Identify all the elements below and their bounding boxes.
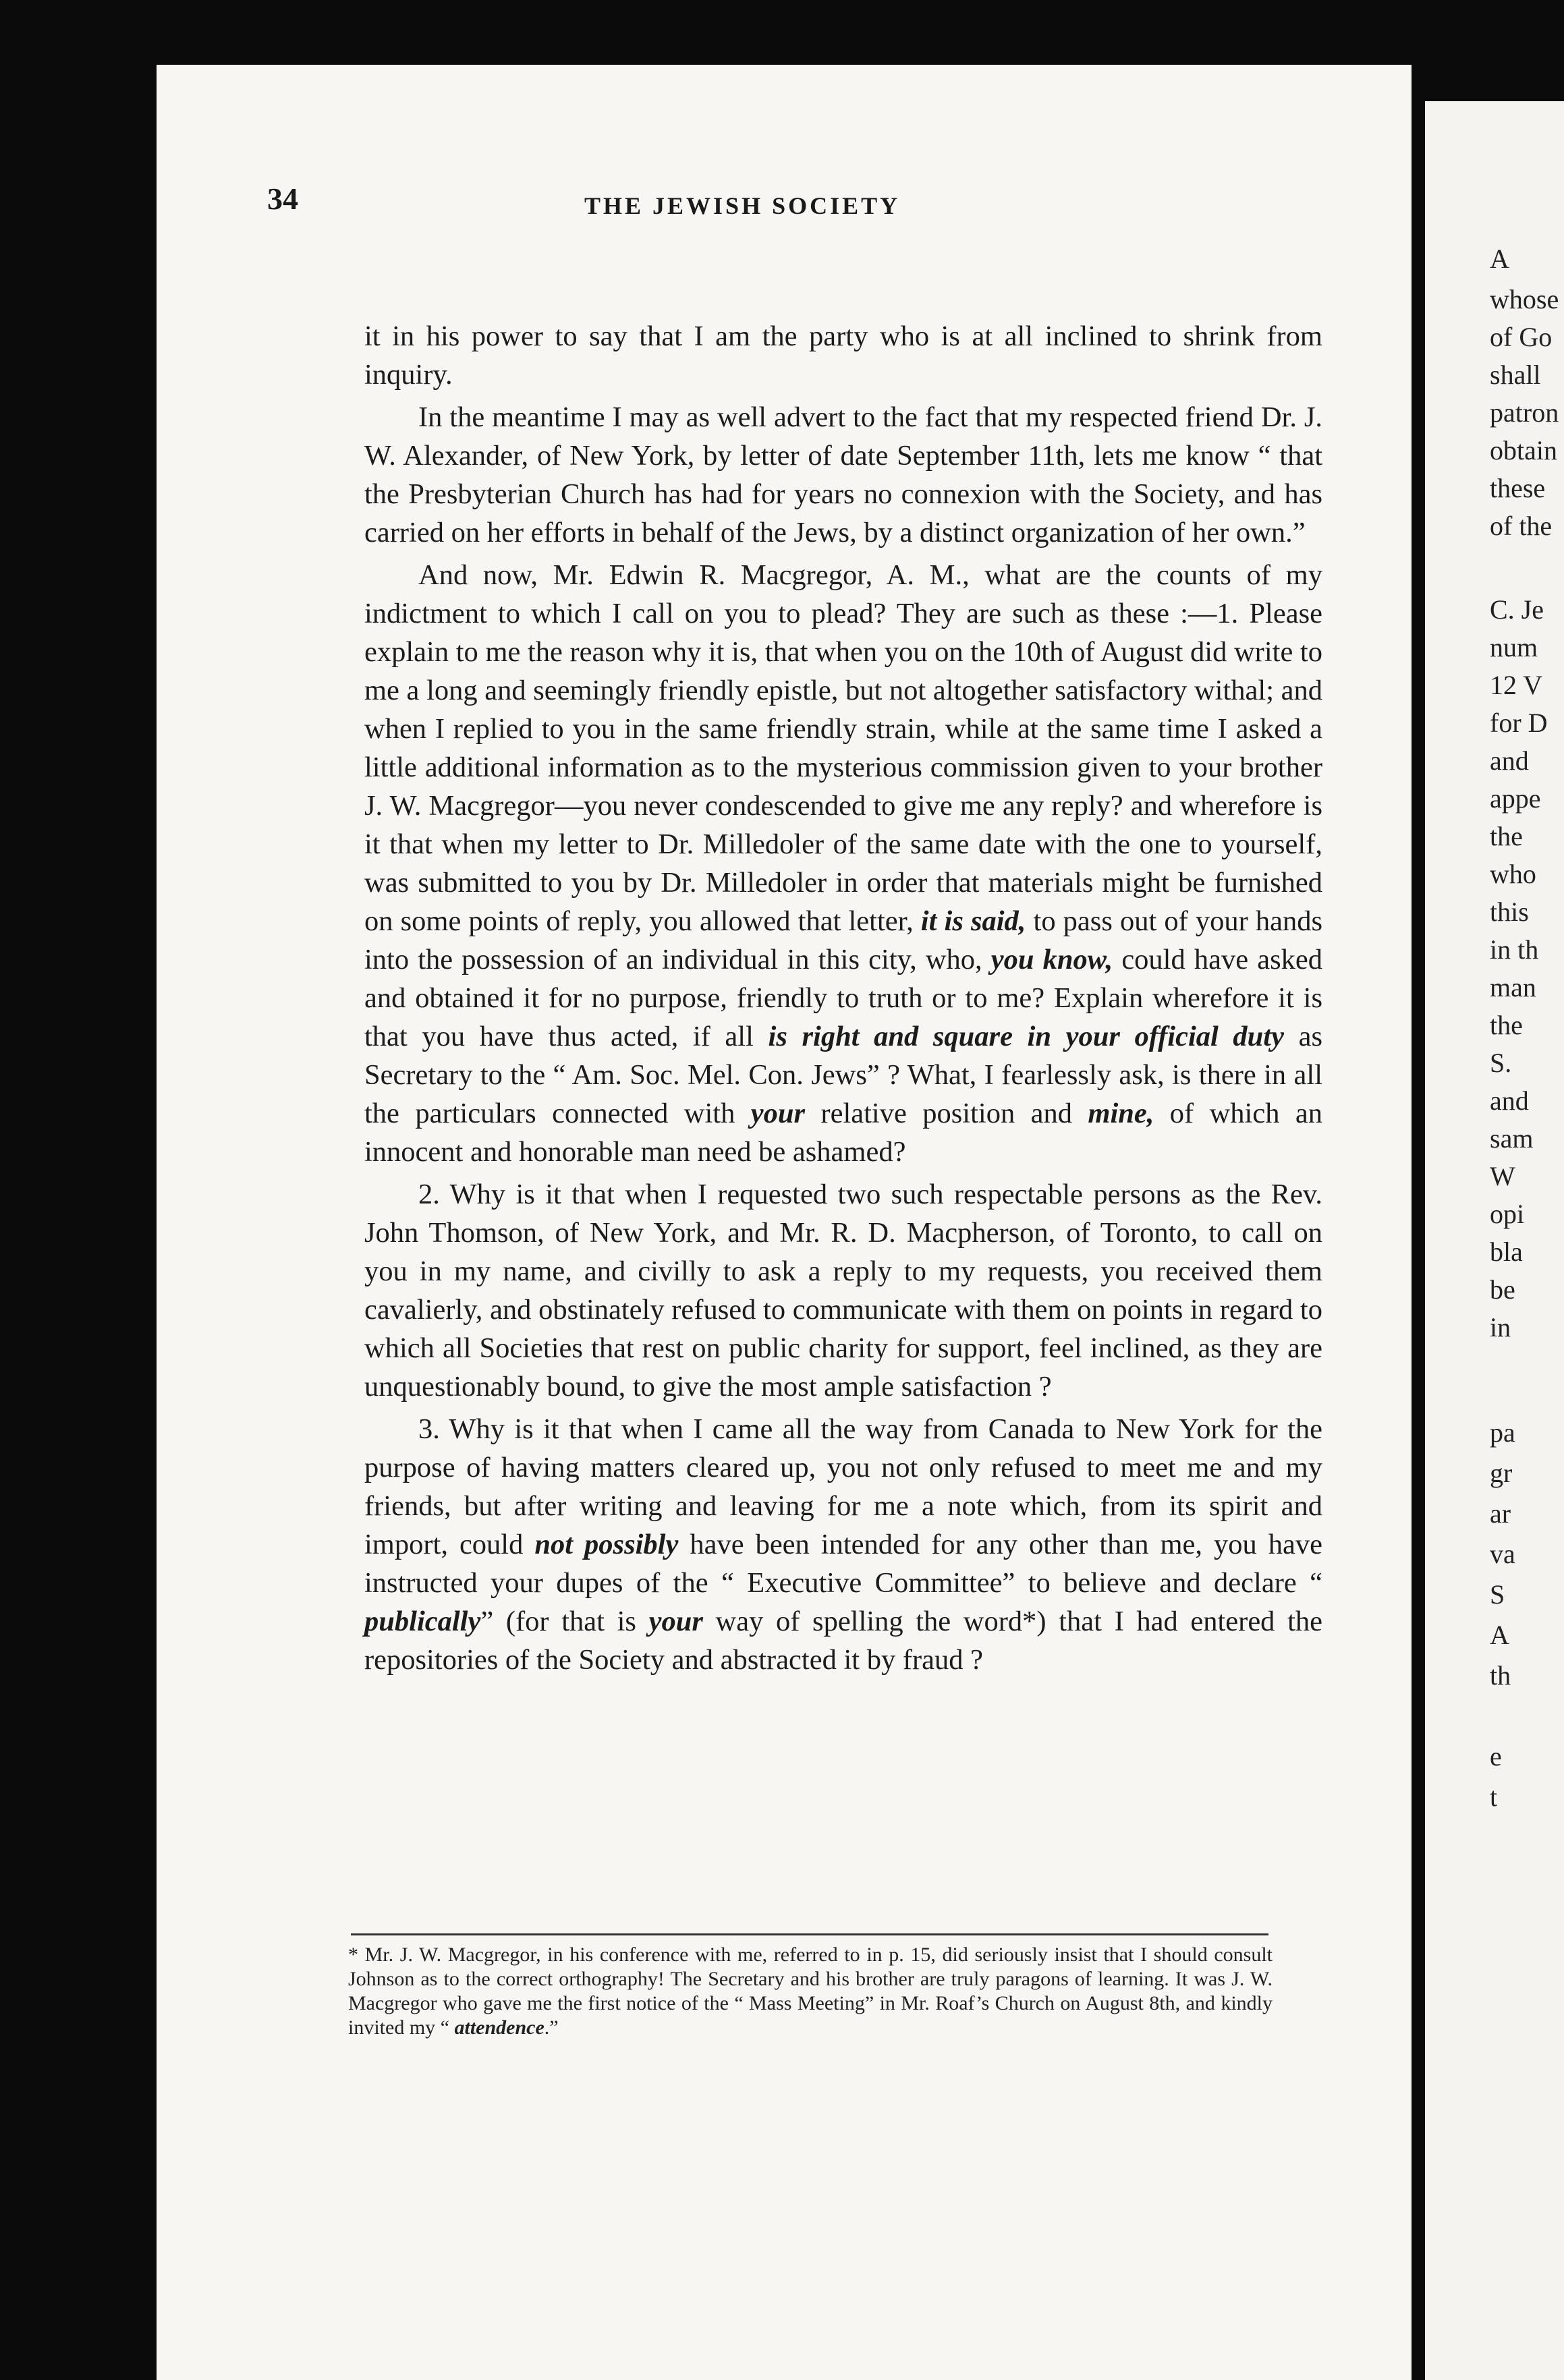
text-run: 3. Why is it that when I came all the way from Canada to New York for the purpose of having matters cleared up, you not only refused to meet me and my friends, but after writing and leaving for me a note which, from its spirit and import, could <box>364 1413 1322 1560</box>
text-run: to pass out of your hands into the possession of an individual in this city, who, <box>364 905 1322 975</box>
adjacent-page-fragment: patron <box>1490 397 1559 428</box>
adjacent-page-fragment: ar <box>1490 1498 1511 1529</box>
emphasized-text: you know, <box>990 944 1113 975</box>
emphasized-text: your <box>648 1606 703 1637</box>
adjacent-page-fragment: and <box>1490 745 1529 776</box>
adjacent-page-fragment: A <box>1490 244 1509 274</box>
emphasized-text: your <box>750 1098 806 1129</box>
adjacent-page-fragment: obtain <box>1490 435 1557 465</box>
text-run: could have asked and obtained it for no purpose, friendly to truth or to me? Explain wherefore it is that you have thus acted, if all <box>364 944 1322 1052</box>
adjacent-page-fragment: num <box>1490 632 1538 662</box>
adjacent-page-fragment: sam <box>1490 1123 1534 1154</box>
adjacent-page-fragment: va <box>1490 1539 1515 1569</box>
adjacent-page-fragment: t <box>1490 1782 1498 1812</box>
emphasized-text: mine, <box>1088 1098 1154 1129</box>
adjacent-page-fragment: of the <box>1490 511 1553 541</box>
adjacent-page-fragment: in th <box>1490 934 1539 965</box>
body-text <box>364 317 1322 1683</box>
paragraph <box>364 1175 1322 1406</box>
adjacent-page-fragment: of Go <box>1490 322 1553 352</box>
adjacent-page-fragment: for D <box>1490 708 1548 738</box>
adjacent-page-edge <box>1425 101 1564 2380</box>
text-run: 2. Why is it that when I requested two such respectable persons as the Rev. John Thomson, of New York, and Mr. R. D. Macpherson, of Toronto, to call on you in my name, and civilly to ask a reply to my requests, you received them cavalierly, and obstinately refused to communicate with them on points in regard to which all Societies that rest on public charity for support, feel inclined, as they are unquestionably bound, to give the most ample satisfaction ? <box>364 1179 1322 1402</box>
text-run: it in his power to say that I am the party who is at all inclined to shrink from inquiry. <box>364 320 1322 391</box>
text-run: as Secretary to the “ Am. Soc. Mel. Con. Jews” ? What, I fearlessly ask, is there in all the particulars connected with <box>364 1021 1322 1129</box>
adjacent-page-fragment: C. Je <box>1490 594 1544 625</box>
text-run: ” (for that is <box>480 1606 649 1637</box>
adjacent-page-fragment: be <box>1490 1274 1515 1305</box>
adjacent-page-fragment: A <box>1490 1620 1509 1650</box>
text-run: have been intended for any other than me, you have instructed your dupes of the “ Executive Committee” to believe and declare “ <box>364 1529 1322 1599</box>
paragraph <box>364 317 1322 394</box>
adjacent-page-fragment: these <box>1490 473 1546 503</box>
footnote-rule <box>351 1933 1268 1935</box>
adjacent-page-fragment: e <box>1490 1741 1502 1772</box>
adjacent-page-fragment: S <box>1490 1579 1505 1610</box>
text-run: relative position and <box>805 1098 1088 1129</box>
text-run: .” <box>544 2016 559 2039</box>
emphasized-text: is right and square in your official duty <box>768 1021 1284 1052</box>
adjacent-page-fragment: th <box>1490 1660 1511 1691</box>
paragraph <box>364 556 1322 1171</box>
text-run: And now, Mr. Edwin R. Macgregor, A. M., what are the counts of my indictment to which I call on you to plead? They are such as these :—1. Please explain to me the reason why it is, that when you on the 10th of August did write to me a long and seemingly friendly epistle, but not altogether satisfactory withal; and when I replied to you in the same friendly strain, while at the same time I asked a little additional information as to the mysterious commission given to your brother J. W. Macgregor—you never condescended to give me any reply? and wherefore is it that when my letter to Dr. Milledoler of the same date with the one to yourself, was submitted to you by Dr. Milledoler in order that materials might be furnished on some points of reply, you allowed that letter, <box>364 559 1322 937</box>
emphasized-text: publically <box>364 1606 481 1637</box>
adjacent-page-fragment: and <box>1490 1085 1529 1116</box>
text-run: of which an innocent and honorable man need be ashamed? <box>364 1098 1323 1168</box>
adjacent-page-fragment: in <box>1490 1312 1511 1342</box>
adjacent-page-fragment: gr <box>1490 1458 1513 1488</box>
emphasized-text: not possibly <box>534 1529 679 1560</box>
running-head <box>267 181 1333 235</box>
adjacent-page-fragment: S. <box>1490 1048 1512 1078</box>
adjacent-page-fragment: opi <box>1490 1199 1525 1229</box>
adjacent-page-fragment: who <box>1490 859 1536 889</box>
adjacent-page-fragment: man <box>1490 972 1536 1002</box>
page-number: 34 <box>267 181 298 216</box>
adjacent-page-fragment: appe <box>1490 783 1541 814</box>
adjacent-page-fragment: 12 V <box>1490 670 1543 700</box>
emphasized-text: attendence <box>454 2016 544 2039</box>
adjacent-page-fragment: the <box>1490 821 1523 851</box>
adjacent-page-fragment: the <box>1490 1010 1523 1040</box>
adjacent-page-fragment: whose <box>1490 284 1559 314</box>
emphasized-text: it is said, <box>920 905 1026 937</box>
paragraph <box>364 1410 1322 1679</box>
running-title: THE JEWISH SOCIETY <box>584 192 901 219</box>
adjacent-page-fragment: shall <box>1490 360 1541 390</box>
text-run: In the meantime I may as well advert to the fact that my respected friend Dr. J. W. Alexander, of New York, by letter of date September 11th, lets me know “ that the Presbyterian Church has had for years no connexion with the Society, and has carried on her efforts in behalf of the Jews, by a distinct organization of her own.” <box>364 401 1322 548</box>
adjacent-page-fragment: this <box>1490 897 1529 927</box>
text-run: * Mr. J. W. Macgregor, in his conference with me, referred to in p. 15, did seriously insist that I should consult Johnson as to the correct orthography! The Secretary and his brother are truly paragons of learning. It was J. W. Macgregor who gave me the first notice of the “ Mass Meeting” in Mr. Roaf’s Church on August 8th, and kindly invited my “ <box>348 1944 1273 2039</box>
adjacent-page-fragment: bla <box>1490 1237 1523 1267</box>
paragraph <box>364 398 1322 552</box>
footnote <box>348 1943 1273 2040</box>
adjacent-page-fragment: W <box>1490 1161 1515 1191</box>
text-run: way of spelling the word*) that I had entered the repositories of the Society and abstracted it by fraud ? <box>364 1606 1322 1676</box>
adjacent-page-fragment: pa <box>1490 1417 1515 1448</box>
